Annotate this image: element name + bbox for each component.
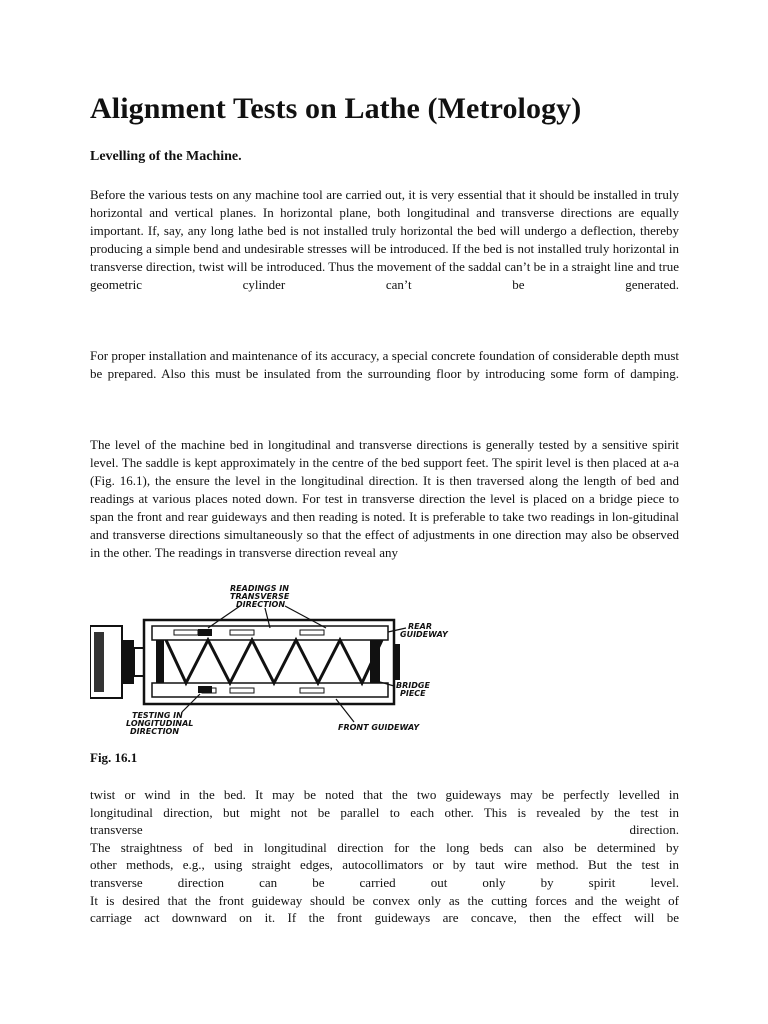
paragraph-spirit-level: The level of the machine bed in longitudinal and transverse directions is generally tested by a sensitive spirit level. The saddle is kept approximately in the centre of the bed support feet. The spirit level is then placed at a-a (Fig. 16.1), the ensure the level in the longitudinal direction. It is then traversed along the length of bed and readings at various places noted down. For test in transverse direction the level is placed on a bridge piece to span the front and rear guideways and then reading is noted. It is preferable to take two readings in lon-gitudinal and transverse directions simultaneously so that the effect of adjustments in one direction may also be observed in the other. The readings in transverse direction reveal any: [90, 437, 679, 560]
text-line: carriage act downward on it. If the front guideways are concave, then the effect will be: [90, 910, 679, 926]
text-line: The straightness of bed in longitudinal direction for the long beds can also be determined by: [90, 839, 679, 855]
paragraph-foundation: For proper installation and maintenance of its accuracy, a special concrete foundation of considerable depth must be prepared. Also this must be insulated from the surrounding floor by introducing some form of damping.: [90, 348, 679, 381]
text-line: transverse direction.: [90, 822, 679, 838]
paragraph-levelling: Before the various tests on any machine tool are carried out, it is very essential that it should be installed in truly horizontal and vertical planes. In horizontal plane, both longitudinal and transverse directions are equally important. If, say, any long lathe bed is not installed truly horizontal the bed will undergo a deflection, thereby producing a simple bend and undesirable stresses will be introduced. If the bed is not installed truly horizontal in transverse direction, twist will be introduced. Thus the movement of the saddal can’t be in a straight line and true geometric cylinder can’t be generated.: [90, 187, 679, 292]
page-title: Alignment Tests on Lathe (Metrology): [90, 92, 582, 125]
figure-caption: Fig. 16.1: [90, 750, 138, 765]
lathe-bed-drawing: [90, 582, 450, 752]
text-line: other methods, e.g., using straight edges, autocollimators or by taut wire method. But the test in: [90, 857, 679, 873]
label-front-guideway: FRONT GUIDEWAY: [338, 723, 420, 732]
label-rear-guideway: REAR GUIDEWAY: [400, 622, 448, 639]
figure-lathe-bed-diagram: [90, 582, 450, 752]
label-testing-longitudinal: TESTING IN LONGITUDINAL DIRECTION: [126, 711, 194, 736]
label-readings-transverse: READINGS IN TRANSVERSE DIRECTION: [230, 584, 290, 609]
text-line: transverse direction can be carried out only by spirit level.: [90, 874, 679, 890]
paragraph-twist: [90, 786, 679, 927]
text-line: longitudinal direction, but might not be parallel to each other. This is revealed by the test in: [90, 804, 679, 820]
text-line: twist or wind in the bed. It may be noted that the two guideways may be perfectly levelled in: [90, 787, 679, 802]
label-bridge-piece: BRIDGE PIECE: [396, 681, 430, 698]
text-line: It is desired that the front guideway should be convex only as the cutting forces and the weight of: [90, 892, 679, 908]
section-heading: Levelling of the Machine.: [90, 149, 242, 164]
